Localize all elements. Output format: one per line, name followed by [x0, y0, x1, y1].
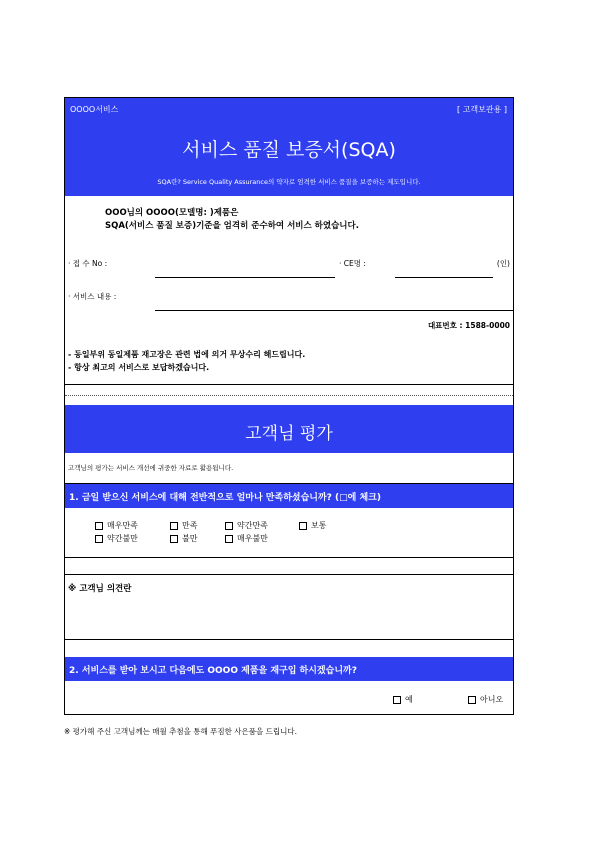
option-slightly-dissatisfied[interactable] [95, 533, 138, 544]
receipt-label: · 접 수 No : [68, 259, 108, 268]
sqa-description: SQA란? Service Quality Assurance의 약자로 엄격한 서비스 품질을 보증하는 제도입니다. [157, 178, 421, 186]
opinion-field[interactable] [65, 594, 513, 638]
option-dissatisfied[interactable] [170, 533, 197, 544]
phone-number: 대표번호 : 1588-0000 [427, 321, 510, 330]
confirmation-line-2: SQA(서비스 품질 보증)기준을 엄격히 준수하여 서비스 하였습니다. [105, 221, 359, 231]
option-neutral[interactable] [299, 520, 326, 531]
question-2-banner [65, 657, 513, 681]
ce-name-field[interactable] [395, 277, 493, 278]
service-content-label: · 서비스 내용 : [68, 292, 117, 301]
question-1-banner [65, 484, 513, 508]
note-line-1: - 동일부위 동일제품 재고장은 관련 법에 의거 무상수리 해드립니다. [68, 350, 306, 359]
option-satisfied[interactable] [170, 520, 197, 531]
question-2: 2. 서비스를 받아 보시고 다음에도 OOOO 제품을 재구입 하시겠습니까? [69, 666, 357, 676]
evaluation-intro: 고객님의 평가는 서비스 개선에 귀중한 자료로 활용됩니다. [68, 464, 234, 472]
checkbox-icon[interactable] [170, 535, 178, 543]
service-content-field[interactable] [155, 310, 513, 311]
opinion-label: ※ 고객님 의견란 [68, 584, 132, 594]
copy-label: [ 고객보관용 ] [457, 105, 507, 114]
service-name: OOOO서비스 [70, 105, 119, 114]
question-1: 1. 금일 받으신 서비스에 대해 전반적으로 얼마나 만족하셨습니까? (□에 체크) [69, 493, 381, 503]
checkbox-icon[interactable] [299, 522, 307, 530]
option-label: 약간만족 [237, 521, 268, 530]
option-very-dissatisfied[interactable] [225, 533, 268, 544]
evaluation-banner [65, 405, 513, 453]
ce-label: · CE명 : [339, 259, 366, 268]
divider [65, 574, 513, 575]
seal-label: (인) [496, 259, 510, 268]
option-label: 매우만족 [107, 521, 138, 530]
divider [65, 557, 513, 558]
sqa-form [64, 97, 514, 715]
footer-note: ※ 평가해 주신 고객님께는 매월 추첨을 통해 푸짐한 사은품을 드립니다. [64, 727, 297, 736]
checkbox-icon[interactable] [225, 522, 233, 530]
option-label: 불만 [182, 534, 198, 543]
option-very-satisfied[interactable] [95, 520, 138, 531]
option-label: 예 [405, 695, 413, 704]
option-slightly-satisfied[interactable] [225, 520, 268, 531]
option-label: 아니오 [480, 695, 504, 704]
checkbox-icon[interactable] [95, 522, 103, 530]
page-title: 서비스 품질 보증서(SQA) [182, 139, 396, 161]
checkbox-icon[interactable] [170, 522, 178, 530]
checkbox-icon[interactable] [95, 535, 103, 543]
checkbox-icon[interactable] [225, 535, 233, 543]
option-label: 보통 [311, 521, 327, 530]
note-line-2: - 항상 최고의 서비스로 보답하겠습니다. [68, 363, 210, 372]
cut-line [65, 395, 513, 396]
header-banner [65, 98, 513, 196]
divider [65, 384, 513, 385]
confirmation-line-1: OOO님의 OOOO(모델명: )제품은 [105, 208, 239, 218]
option-yes[interactable] [393, 694, 413, 705]
option-label: 약간불만 [107, 534, 138, 543]
divider [65, 639, 513, 640]
checkbox-icon[interactable] [393, 696, 401, 704]
receipt-number-field[interactable] [155, 277, 335, 278]
option-label: 만족 [182, 521, 198, 530]
evaluation-title: 고객님 평가 [245, 424, 333, 444]
option-no[interactable] [468, 694, 503, 705]
option-label: 매우불만 [237, 534, 268, 543]
checkbox-icon[interactable] [468, 696, 476, 704]
